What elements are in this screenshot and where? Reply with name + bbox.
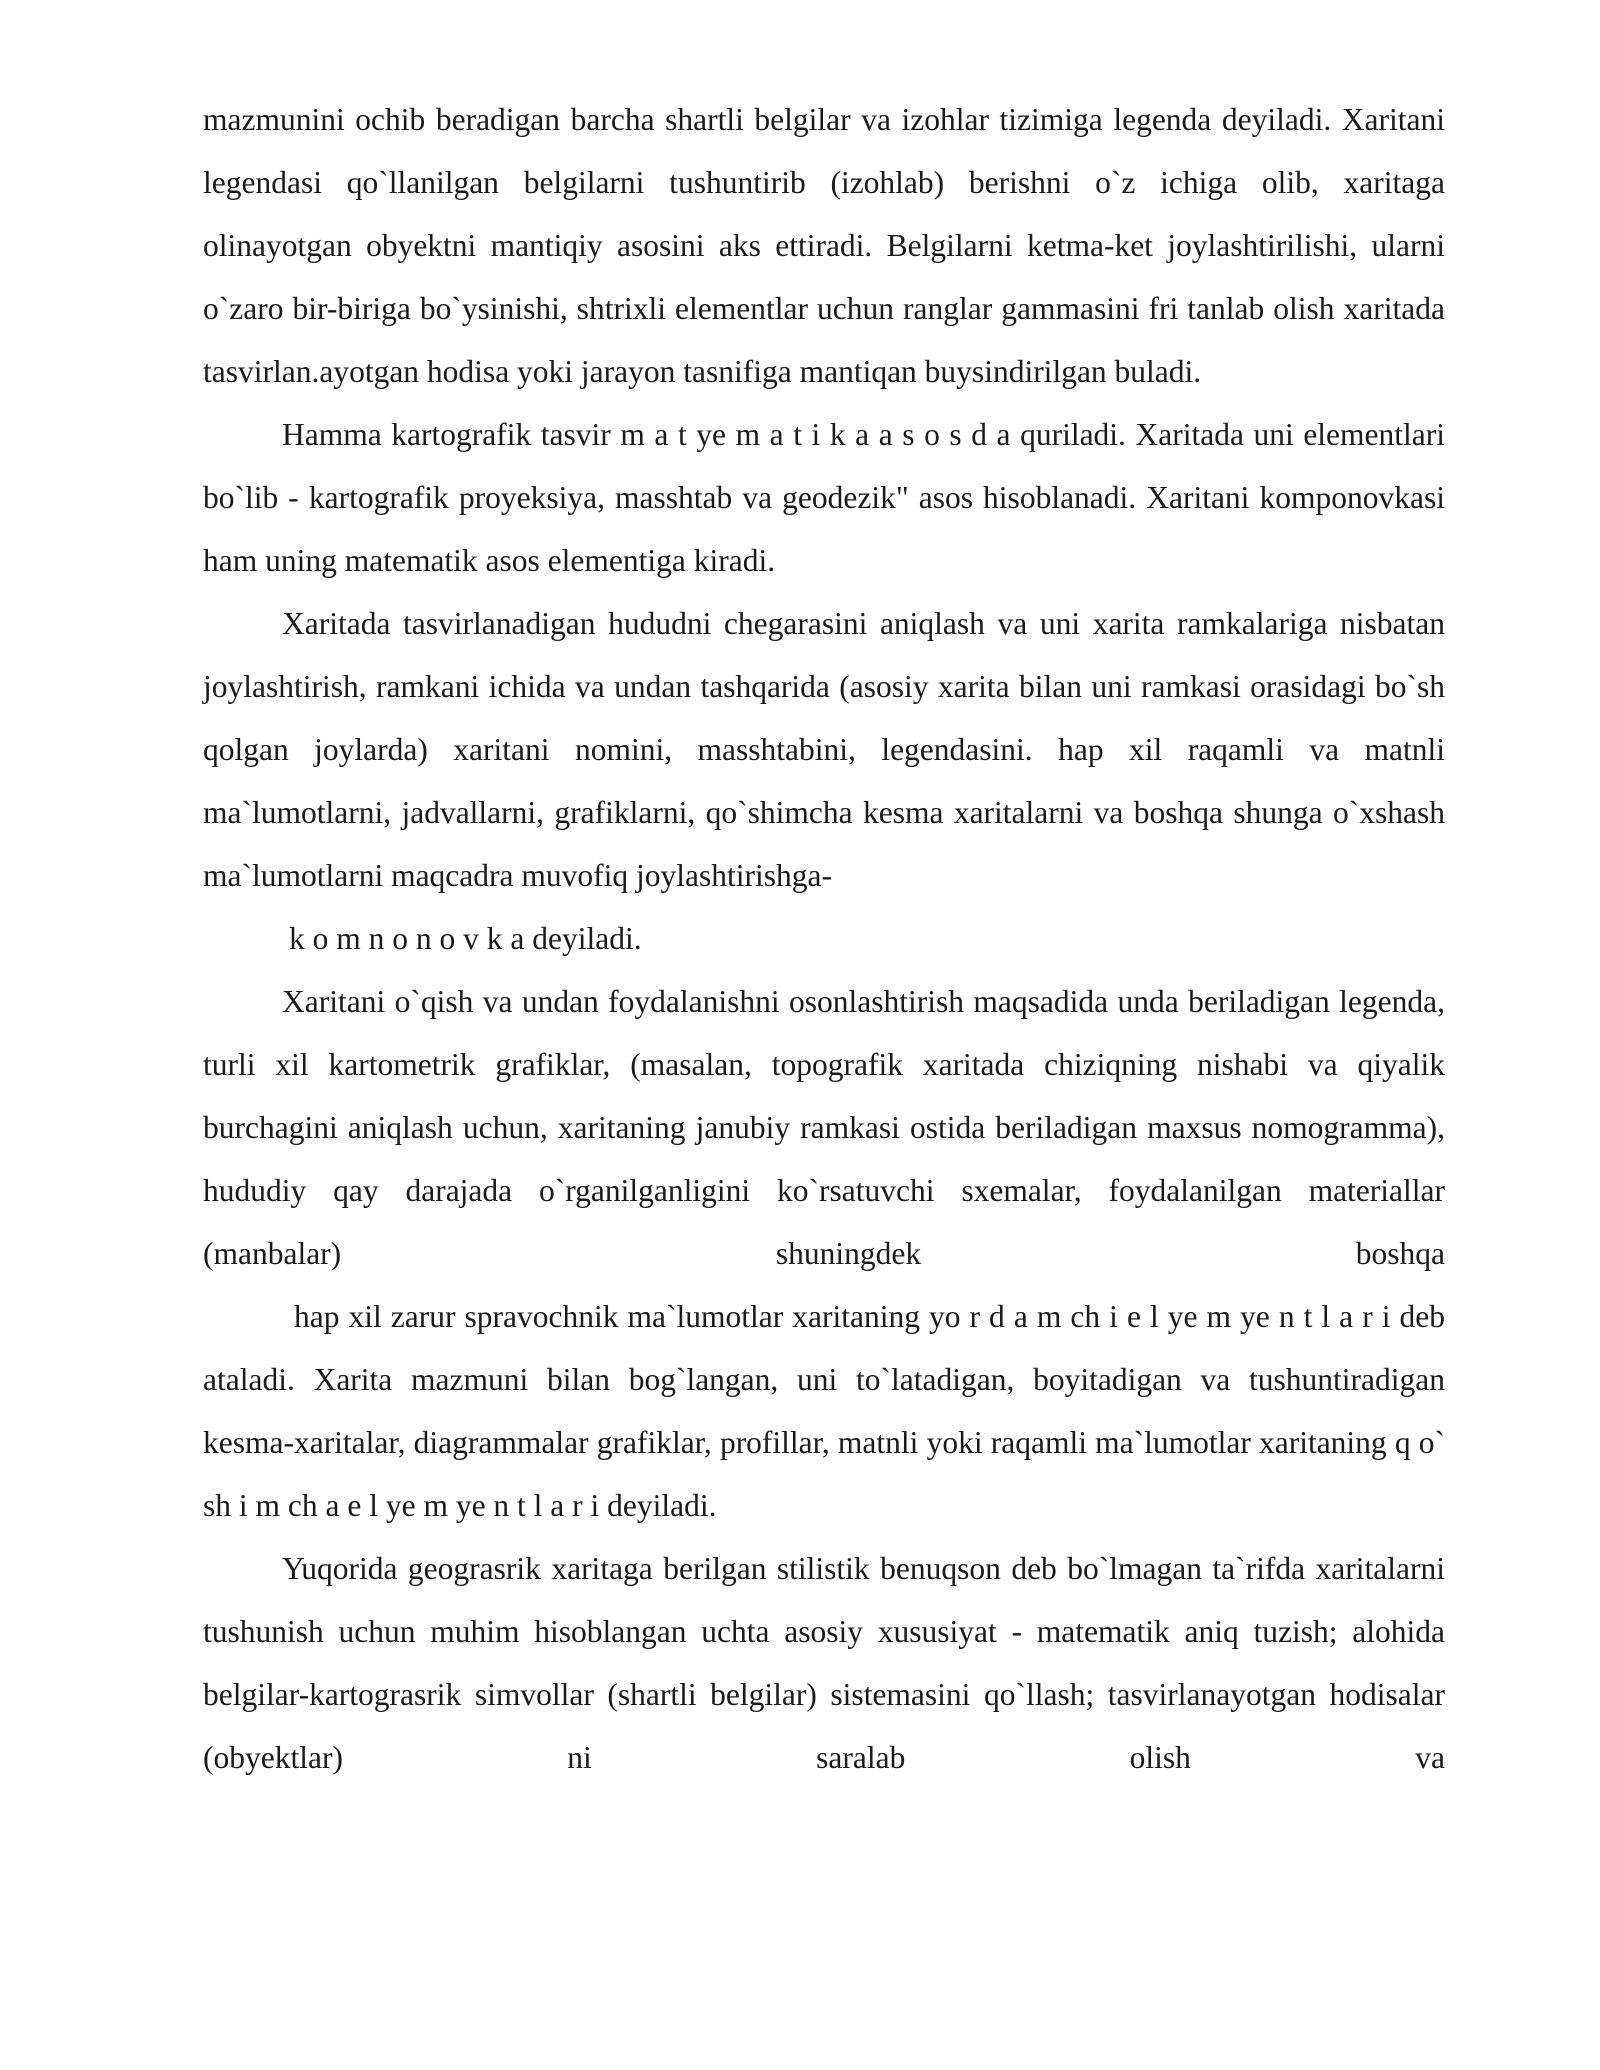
document-page [203, 88, 1445, 1789]
paragraph-auxiliary-elements: Xaritani o`qish va undan foydalanishni osonlashtirish maqsadida unda beriladigan legenda, turli xil kartometrik grafiklar, (masalan, topografik xaritada chiziqning nishabi va qiyalik burchagini aniqlash uchun, xaritaning janubiy ramkasi ostida beriladigan maxsus nomogramma), hududiy qay darajada o`rganilganligini ko`rsatuvchi sxemalar, foydalanilgan materiallar (manbalar) shuningdek boshqa [203, 984, 1445, 1271]
paragraph-legend: mazmunini ochib beradigan barcha shartli belgilar va izohlar tizimiga legenda deyiladi. Xaritani legendasi qo`llanilgan belgilarni tushuntirib (izohlab) berishni o`z ichiga olib, xaritaga olinayotgan obyektni mantiqiy asosini aks ettiradi. Belgilarni ketma-ket joylashtirilishi, ularni o`zaro bir-biriga bo`ysinishi, shtrixli elementlar uchun ranglar gammasini fri tanlab olish xaritada tasvirlan.ayotgan hodisa yoki jarayon tasnifiga mantiqan buysindirilgan buladi. [203, 102, 1445, 389]
paragraph-supplementary-elements: hap xil zarur spravochnik ma`lumotlar xaritaning yo r d a m ch i e l ye m ye n t l a r i deb ataladi. Xarita mazmuni bilan bog`langan, uni to`latadigan, boyitadigan va tushuntiradigan kesma-xaritalar, diagrammalar grafiklar, profillar, matnli yoki raqamli ma`lumotlar xaritaning q o` sh i m ch a e l ye m ye n t l a r i deyiladi. [203, 1299, 1445, 1523]
paragraph-mathematical-basis: Hamma kartografik tasvir m a t ye m a t i k a a s o s d a quriladi. Xaritada uni elementlari bo`lib - kartografik proyeksiya, masshtab va geodezik" asos hisoblanadi. Xaritani komponovkasi ham uning matematik asos elementiga kiradi. [203, 417, 1445, 578]
paragraph-layout: Xaritada tasvirlanadigan hududni chegarasini aniqlash va uni xarita ramkalariga nisbatan joylashtirish, ramkani ichida va undan tashqarida (asosiy xarita bilan uni ramkasi orasidagi bo`sh qolgan joylarda) xaritani nomini, masshtabini, legendasini. hap xil raqamli va matnli ma`lumotlarni, jadvallarni, grafiklarni, qo`shimcha kesma xaritalarni va boshqa shunga o`xshash ma`lumotlarni maqcadra muvofiq joylashtirishga- [203, 606, 1445, 893]
paragraph-komponovka: k o m n o n o v k a deyiladi. [289, 921, 642, 956]
paragraph-definition-properties: Yuqorida geograsrik xaritaga berilgan stilistik benuqson deb bo`lmagan ta`rifda xaritalarni tushunish uchun muhim hisoblangan uchta asosiy xususiyat - matematik aniq tuzish; alohida belgilar-kartograsrik simvollar (shartli belgilar) sistemasini qo`llash; tasvirlanayotgan hodisalar (obyektlar) ni saralab olish va [203, 1551, 1445, 1775]
